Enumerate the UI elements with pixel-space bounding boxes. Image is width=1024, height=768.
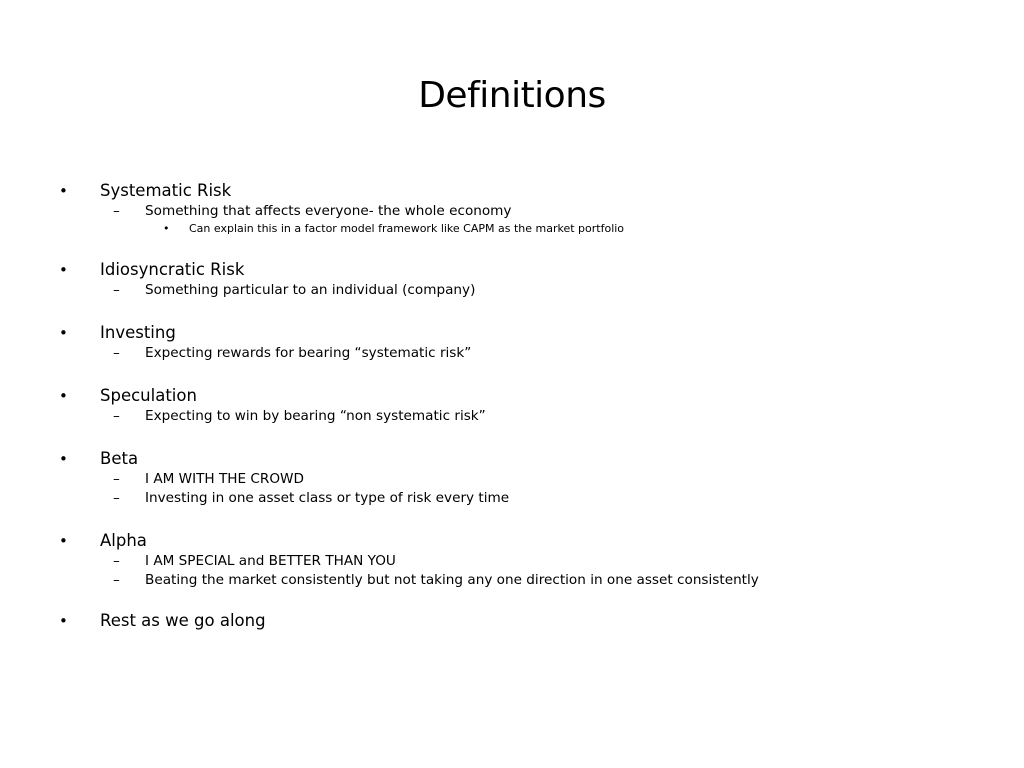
bullet-row <box>0 322 1024 344</box>
bullet-text: Rest as we go along <box>100 611 266 630</box>
sub-bullet-row <box>0 489 1024 508</box>
bullet-item-alpha <box>0 530 1024 590</box>
sub-sub-bullet-row <box>0 221 1024 237</box>
dash-marker: – <box>113 572 120 588</box>
sub-bullet-row <box>0 552 1024 571</box>
dash-marker: – <box>113 471 120 487</box>
dash-marker: – <box>113 203 120 219</box>
sub-bullet-text: Expecting rewards for bearing “systematic risk” <box>145 345 472 361</box>
bullet-marker: • <box>163 222 170 235</box>
sub-bullet-row <box>0 407 1024 426</box>
sub-bullet-row <box>0 281 1024 300</box>
bullet-text: Speculation <box>100 386 197 405</box>
bullet-text: Alpha <box>100 531 147 550</box>
sub-bullet-text: Something particular to an individual (company) <box>145 282 476 298</box>
sub-bullet-row <box>0 470 1024 489</box>
dash-marker: – <box>113 490 120 506</box>
bullet-text: Idiosyncratic Risk <box>100 260 245 279</box>
bullet-row <box>0 448 1024 470</box>
sub-bullet-row <box>0 202 1024 221</box>
bullet-text: Investing <box>100 323 176 342</box>
bullet-marker: • <box>59 532 68 550</box>
sub-bullet-text: Beating the market consistently but not taking any one direction in one asset consistently <box>145 572 759 588</box>
sub-bullet-text: Something that affects everyone- the whole economy <box>145 203 512 219</box>
bullet-row <box>0 610 1024 632</box>
sub-bullet-row <box>0 344 1024 363</box>
bullet-marker: • <box>59 182 68 200</box>
slide-title: Definitions <box>418 75 606 116</box>
bullet-item-idiosyncratic-risk <box>0 259 1024 300</box>
bullet-item-speculation <box>0 385 1024 426</box>
sub-bullet-text: I AM WITH THE CROWD <box>145 471 304 487</box>
sub-bullet-text: Expecting to win by bearing “non systematic risk” <box>145 408 486 424</box>
dash-marker: – <box>113 553 120 569</box>
bullet-item-beta <box>0 448 1024 508</box>
bullet-marker: • <box>59 612 68 630</box>
bullet-marker: • <box>59 387 68 405</box>
bullet-item-systematic-risk <box>0 180 1024 237</box>
bullet-row <box>0 259 1024 281</box>
dash-marker: – <box>113 345 120 361</box>
sub-bullet-text: I AM SPECIAL and BETTER THAN YOU <box>145 553 396 569</box>
bullet-row <box>0 180 1024 202</box>
sub-bullet-text: Investing in one asset class or type of risk every time <box>145 490 510 506</box>
bullet-marker: • <box>59 324 68 342</box>
bullet-text: Systematic Risk <box>100 181 232 200</box>
bullet-marker: • <box>59 261 68 279</box>
dash-marker: – <box>113 408 120 424</box>
bullet-marker: • <box>59 450 68 468</box>
bullet-row <box>0 530 1024 552</box>
bullet-item-investing <box>0 322 1024 363</box>
dash-marker: – <box>113 282 120 298</box>
sub-sub-bullet-text: Can explain this in a factor model framework like CAPM as the market portfolio <box>189 222 625 235</box>
sub-bullet-row <box>0 571 1024 590</box>
bullet-list <box>0 180 1024 632</box>
bullet-item-rest <box>0 610 1024 632</box>
bullet-text: Beta <box>100 449 139 468</box>
bullet-row <box>0 385 1024 407</box>
